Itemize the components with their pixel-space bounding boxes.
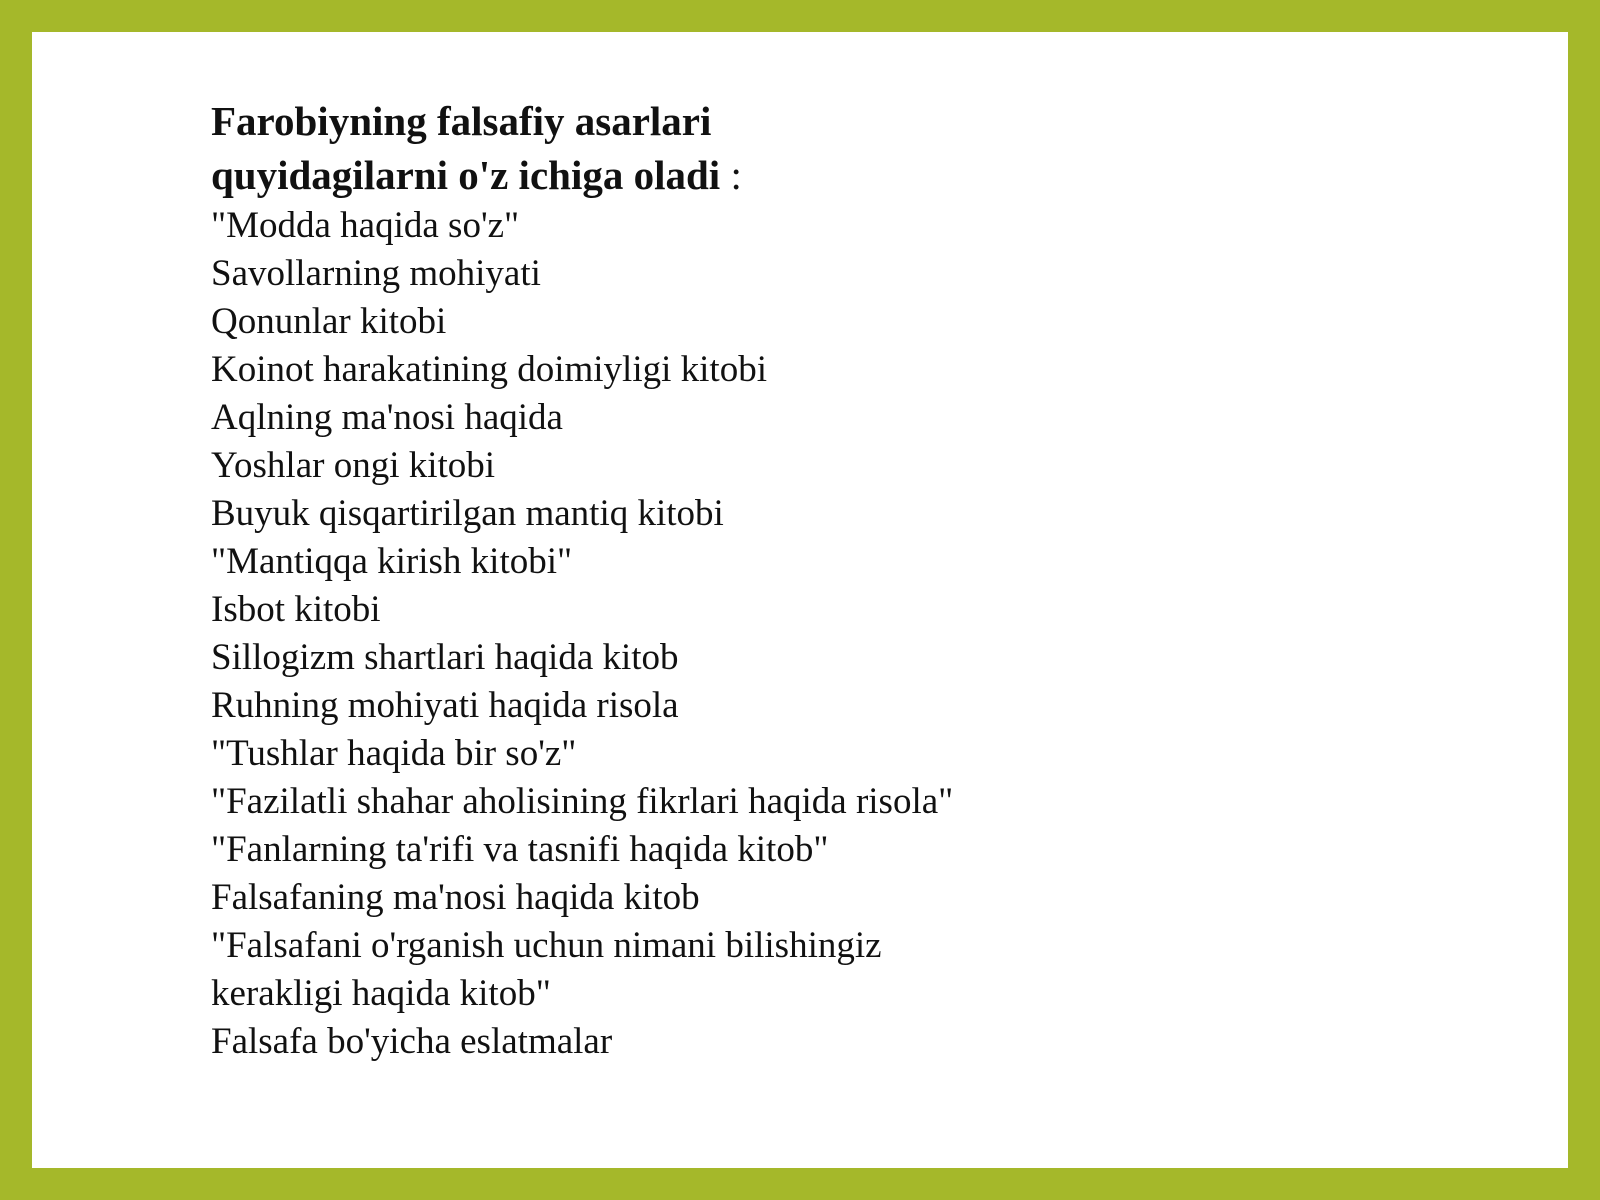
list-item: "Fanlarning ta'rifi va tasnifi haqida kitob" <box>211 829 829 870</box>
heading-line-1: Farobiyning falsafiy asarlari <box>211 98 712 144</box>
list-item: Falsafaning ma'nosi haqida kitob <box>211 877 700 918</box>
slide <box>32 32 1568 1168</box>
works-list <box>211 202 971 1066</box>
list-item: "Modda haqida so'z" <box>211 205 520 246</box>
slide-content <box>211 94 971 1066</box>
list-item: Isbot kitobi <box>211 589 381 630</box>
list-item: "Mantiqqa kirish kitobi" <box>211 541 573 582</box>
heading-line-2: quyidagilarni o'z ichiga oladi <box>211 152 721 198</box>
slide-heading <box>211 94 971 202</box>
list-item: "Falsafani o'rganish uchun nimani bilishingiz kerakligi haqida kitob" <box>211 925 882 1014</box>
list-item: Sillogizm shartlari haqida kitob <box>211 637 679 678</box>
heading-suffix: : <box>720 152 742 198</box>
list-item: Buyuk qisqartirilgan mantiq kitobi <box>211 493 724 534</box>
list-item: Koinot harakatining doimiyligi kitobi <box>211 349 767 390</box>
list-item: Yoshlar ongi kitobi <box>211 445 496 486</box>
list-item: Falsafa bo'yicha eslatmalar <box>211 1021 613 1062</box>
list-item: "Fazilatli shahar aholisining fikrlari haqida risola" <box>211 781 954 822</box>
list-item: Savollarning mohiyati <box>211 253 541 294</box>
list-item: Qonunlar kitobi <box>211 301 447 342</box>
list-item: Aqlning ma'nosi haqida <box>211 397 563 438</box>
list-item: "Tushlar haqida bir so'z" <box>211 733 577 774</box>
list-item: Ruhning mohiyati haqida risola <box>211 685 679 726</box>
